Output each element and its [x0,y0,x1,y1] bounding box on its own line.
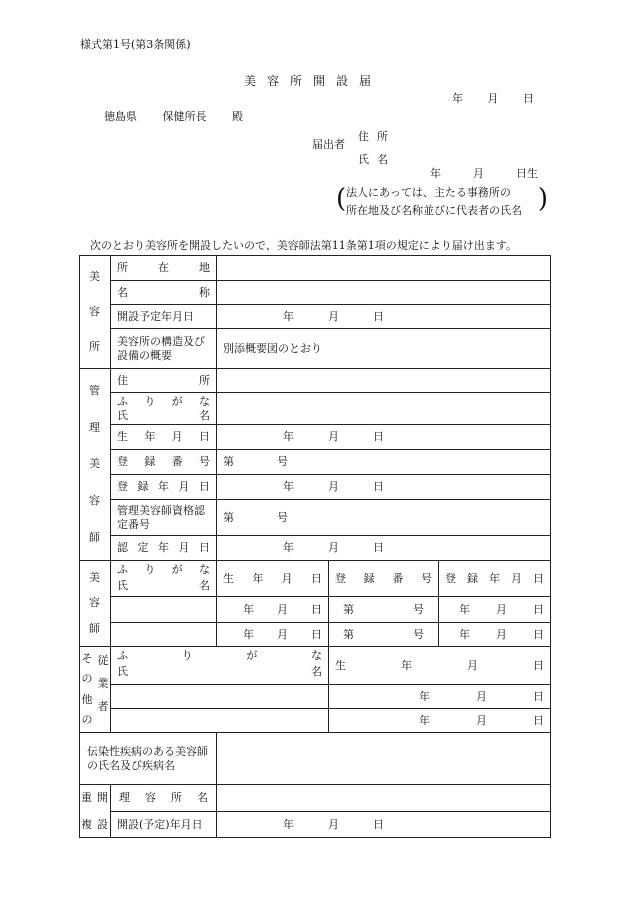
applicant-address[interactable] [358,125,396,148]
applicant-fields[interactable] [358,125,396,171]
label-char: 登 [117,455,128,468]
manager-cert-label [111,500,217,536]
label-char: 日 [533,571,544,585]
month-label: 月 [476,689,487,703]
day-label: 日生 [516,167,538,180]
group-label-char: 容 [89,596,100,610]
other-birth-header [329,647,551,685]
applicant-birth[interactable] [430,165,538,181]
label-char: 年 [252,571,264,585]
group-label-char: 容 [89,494,100,508]
label-char: 登 [335,571,346,585]
label-char: 号 [413,627,424,641]
day-label: 日 [373,817,384,831]
duplicate-salon-field[interactable] [217,785,551,812]
label-char: 第 [343,602,354,616]
label-char: り [144,395,156,408]
day-label: 日 [533,602,544,616]
form-table [79,255,551,838]
manager-cert-date-field[interactable] [217,536,551,561]
label-char: 氏 [117,409,128,422]
label-char: 生 [223,571,234,585]
group-label-char: 業 [97,676,109,690]
label-char: 番 [392,571,404,585]
label-char: 名 [199,409,210,422]
label-char: が [171,395,183,408]
group-label-char: 美 [89,570,100,584]
manager-address-field[interactable] [217,369,551,393]
other-name-header [111,647,329,685]
day-label: 日 [373,430,384,443]
label-char: 年 [158,480,169,493]
salon-name-label [111,281,217,305]
manager-reg-number-field[interactable] [217,450,551,475]
group-label-char: 容 [89,304,100,318]
label-char: 生 [335,658,346,672]
group-label-char: 管 [89,384,100,398]
label-char: ふ [117,395,128,408]
label-char: り [144,563,156,576]
label-char: 氏 [117,579,128,592]
manager-birth-field[interactable] [217,425,551,450]
stylist-name-header [111,561,217,597]
stylist-birth-header [217,561,329,597]
month-label: 月 [328,430,339,443]
label-char: 第 [223,510,234,524]
salon-group [79,255,111,369]
stylist-reg-number-field[interactable] [329,597,439,623]
duplicate-salon-label [111,785,217,812]
structure-field[interactable] [217,329,551,369]
label-char: 所 [199,373,210,387]
label-char: が [246,649,258,662]
corporation-note [336,182,548,218]
other-birth-field[interactable] [329,685,551,709]
structure-value: 別添概要図のとおり [223,341,322,355]
group-label-char: 従 [97,653,109,667]
intro-text: 次のとおり美容所を開設したいので、美容師法第11条第1項の規定により届け出ます。 [90,239,517,252]
planned-date-field[interactable] [217,305,551,329]
other-birth-field[interactable] [329,709,551,733]
group-label-char: 者 [97,699,109,713]
label: 美容所の構造及び設備の概要 [117,334,205,362]
label-char: 号 [277,455,288,468]
label-char: 日 [310,571,322,585]
manager-reg-date-label [111,475,217,500]
label-char: な [198,395,210,408]
bracket-right: ) [537,184,548,214]
infectious-field[interactable] [217,733,551,785]
year-label: 年 [283,541,294,554]
corp-note-line2: 所在地及び名称並びに代表者の氏名 [346,204,522,217]
group-label-char: 美 [89,269,100,283]
label: 管理美容師資格認定番号 [117,503,205,531]
label-char: 名 [117,285,128,299]
duplicate-group [79,785,111,838]
group-label-char: そ [81,652,93,666]
label-char: 名 [197,791,208,804]
day-label: 日 [533,713,544,727]
label-char: 月 [178,480,190,493]
year-label: 年 [243,627,254,641]
day-label: 日 [373,480,384,493]
stylist-reg-date-field[interactable] [439,597,551,623]
label-char: 所 [171,791,182,804]
label-char: 年 [144,430,156,443]
manager-name-field[interactable] [217,393,551,425]
year-label: 年 [243,602,254,616]
prefecture: 徳島県 [104,110,137,123]
label-char: 録 [144,455,156,468]
label-char: 名 [311,665,322,678]
year-label: 年 [459,602,470,616]
day-label: 日 [373,541,384,554]
bracket-left: ( [336,184,347,214]
group-label-char: 師 [89,622,100,636]
label-char: 理 [119,791,130,804]
label-char: 年 [489,571,500,585]
label-char: 定 [137,541,149,554]
month-label: 月 [328,480,339,493]
year-label: 年 [419,713,430,727]
month-label: 月 [328,541,339,554]
label-char: 号 [420,571,432,585]
year-label: 年 [283,309,294,323]
month-label: 月 [277,627,288,641]
label-char: 番 [171,455,183,468]
label-char: 住 [117,373,128,387]
label-char: 号 [198,455,210,468]
label-char: 容 [145,791,156,804]
day-label: 日 [533,689,544,703]
label-char: 日 [199,480,210,493]
label-char: ふ [117,563,128,576]
label-char: 年 [401,658,412,672]
group-label-char: 開 [97,791,108,804]
form-code: 様式第1号(第3条関係) [80,38,191,51]
group-label-char: 設 [97,817,108,831]
stylist-birth-field[interactable] [217,597,329,623]
stylist-name-field[interactable] [111,597,217,623]
month-label: 月 [496,627,507,641]
structure-label [111,329,217,369]
group-label-char: 美 [89,457,100,471]
label-char: 日 [533,658,544,672]
label: 伝染性疾病のある美容師の氏名及び疾病名 [87,744,208,772]
stylist-birth-field[interactable] [217,623,329,647]
label-char: 地 [199,260,210,274]
infectious-label [79,733,217,785]
year-label: 年 [459,627,470,641]
label-char: な [310,649,322,662]
manager-group [79,369,111,561]
label-char: 月 [178,541,190,554]
year-label: 年 [419,689,430,703]
label-char: な [198,563,210,576]
salon-name-field[interactable] [217,281,551,305]
manager-name-label [111,393,217,425]
day-label: 日 [373,309,384,323]
manager-cert-field[interactable] [217,500,551,536]
name-label: 氏名 [358,153,396,166]
planned-date-label [111,305,217,329]
manager-birth-label [111,425,217,450]
label-char: 号 [413,602,424,616]
label-char: 日 [199,541,210,554]
applicant-name[interactable] [358,148,396,171]
year-label: 年 [283,430,294,443]
office: 保健所長 [162,110,207,123]
label-char: 録 [137,480,149,493]
salon-location-label [111,255,217,281]
day-label: 日 [533,627,544,641]
group-label-char: 重 [81,791,92,804]
manager-reg-number-label [111,450,217,475]
label-char: 称 [199,285,210,299]
corp-note-line1: 法人にあっては、主たる事務所の [346,186,511,199]
other-name-field[interactable] [111,709,329,733]
month-label: 月 [277,602,288,616]
day-label: 日 [311,602,322,616]
label-char: 月 [281,571,293,585]
address-label: 住所 [358,130,396,143]
year-label: 年 [283,480,294,493]
label-char: 録 [363,571,375,585]
duplicate-date-field[interactable] [217,812,551,838]
label-char: り [181,649,193,662]
label-char: 日 [198,430,210,443]
label-char: 在 [158,260,169,274]
honorific: 殿 [232,110,243,123]
month-label: 月 [496,602,507,616]
label-char: ふ [117,649,128,662]
salon-location-field[interactable] [217,255,551,281]
year-label: 年 [430,167,441,180]
label-char: 年 [158,541,169,554]
group-label-char: の [81,672,93,686]
manager-cert-date-label [111,536,217,561]
label-char: 所 [117,260,128,274]
label-char: 録 [467,571,478,585]
applicant-label: 届出者 [312,138,345,151]
stylist-name-field[interactable] [111,623,217,647]
label-char: 生 [117,430,128,443]
label: 開設予定年月日 [117,309,194,323]
month-label: 月 [328,309,339,323]
page-title: 美容所開設届 [244,74,383,88]
stylist-reg-number-header [329,561,439,597]
month-label: 月 [487,92,499,105]
label-char: 氏 [117,665,128,678]
label-char: 号 [277,510,288,524]
addressee [104,108,265,124]
day-label: 日 [523,92,534,105]
label-char: 認 [117,541,128,554]
label-char: 登 [445,571,456,585]
group-label-char: 所 [89,339,100,353]
others-group [79,647,111,733]
label-char: 第 [223,455,234,468]
stylist-reg-date-header [439,561,551,597]
manager-reg-date-field[interactable] [217,475,551,500]
other-name-field[interactable] [111,685,329,709]
stylist-reg-date-field[interactable] [439,623,551,647]
label-char: 名 [199,579,210,592]
label: 開設(予定)年月日 [117,817,203,831]
stylists-group [79,561,111,647]
label-char: 月 [467,658,478,672]
group-label-char: 複 [81,817,92,831]
label-char: 第 [343,627,354,641]
group-label-char: 師 [89,530,100,544]
label-char: 月 [171,430,183,443]
group-label-char: 理 [89,420,100,434]
month-label: 月 [476,713,487,727]
label-char: 月 [511,571,522,585]
group-label-char: 他 [81,692,93,706]
duplicate-date-label [111,812,217,838]
month-label: 月 [473,167,484,180]
label-char: が [171,563,183,576]
year-label: 年 [283,817,294,831]
manager-address-label [111,369,217,393]
day-label: 日 [311,627,322,641]
year-label: 年 [452,92,463,105]
group-label-char: の [81,712,93,726]
label-char: 登 [117,480,128,493]
stylist-reg-number-field[interactable] [329,623,439,647]
submission-date[interactable] [452,90,534,106]
month-label: 月 [328,817,339,831]
